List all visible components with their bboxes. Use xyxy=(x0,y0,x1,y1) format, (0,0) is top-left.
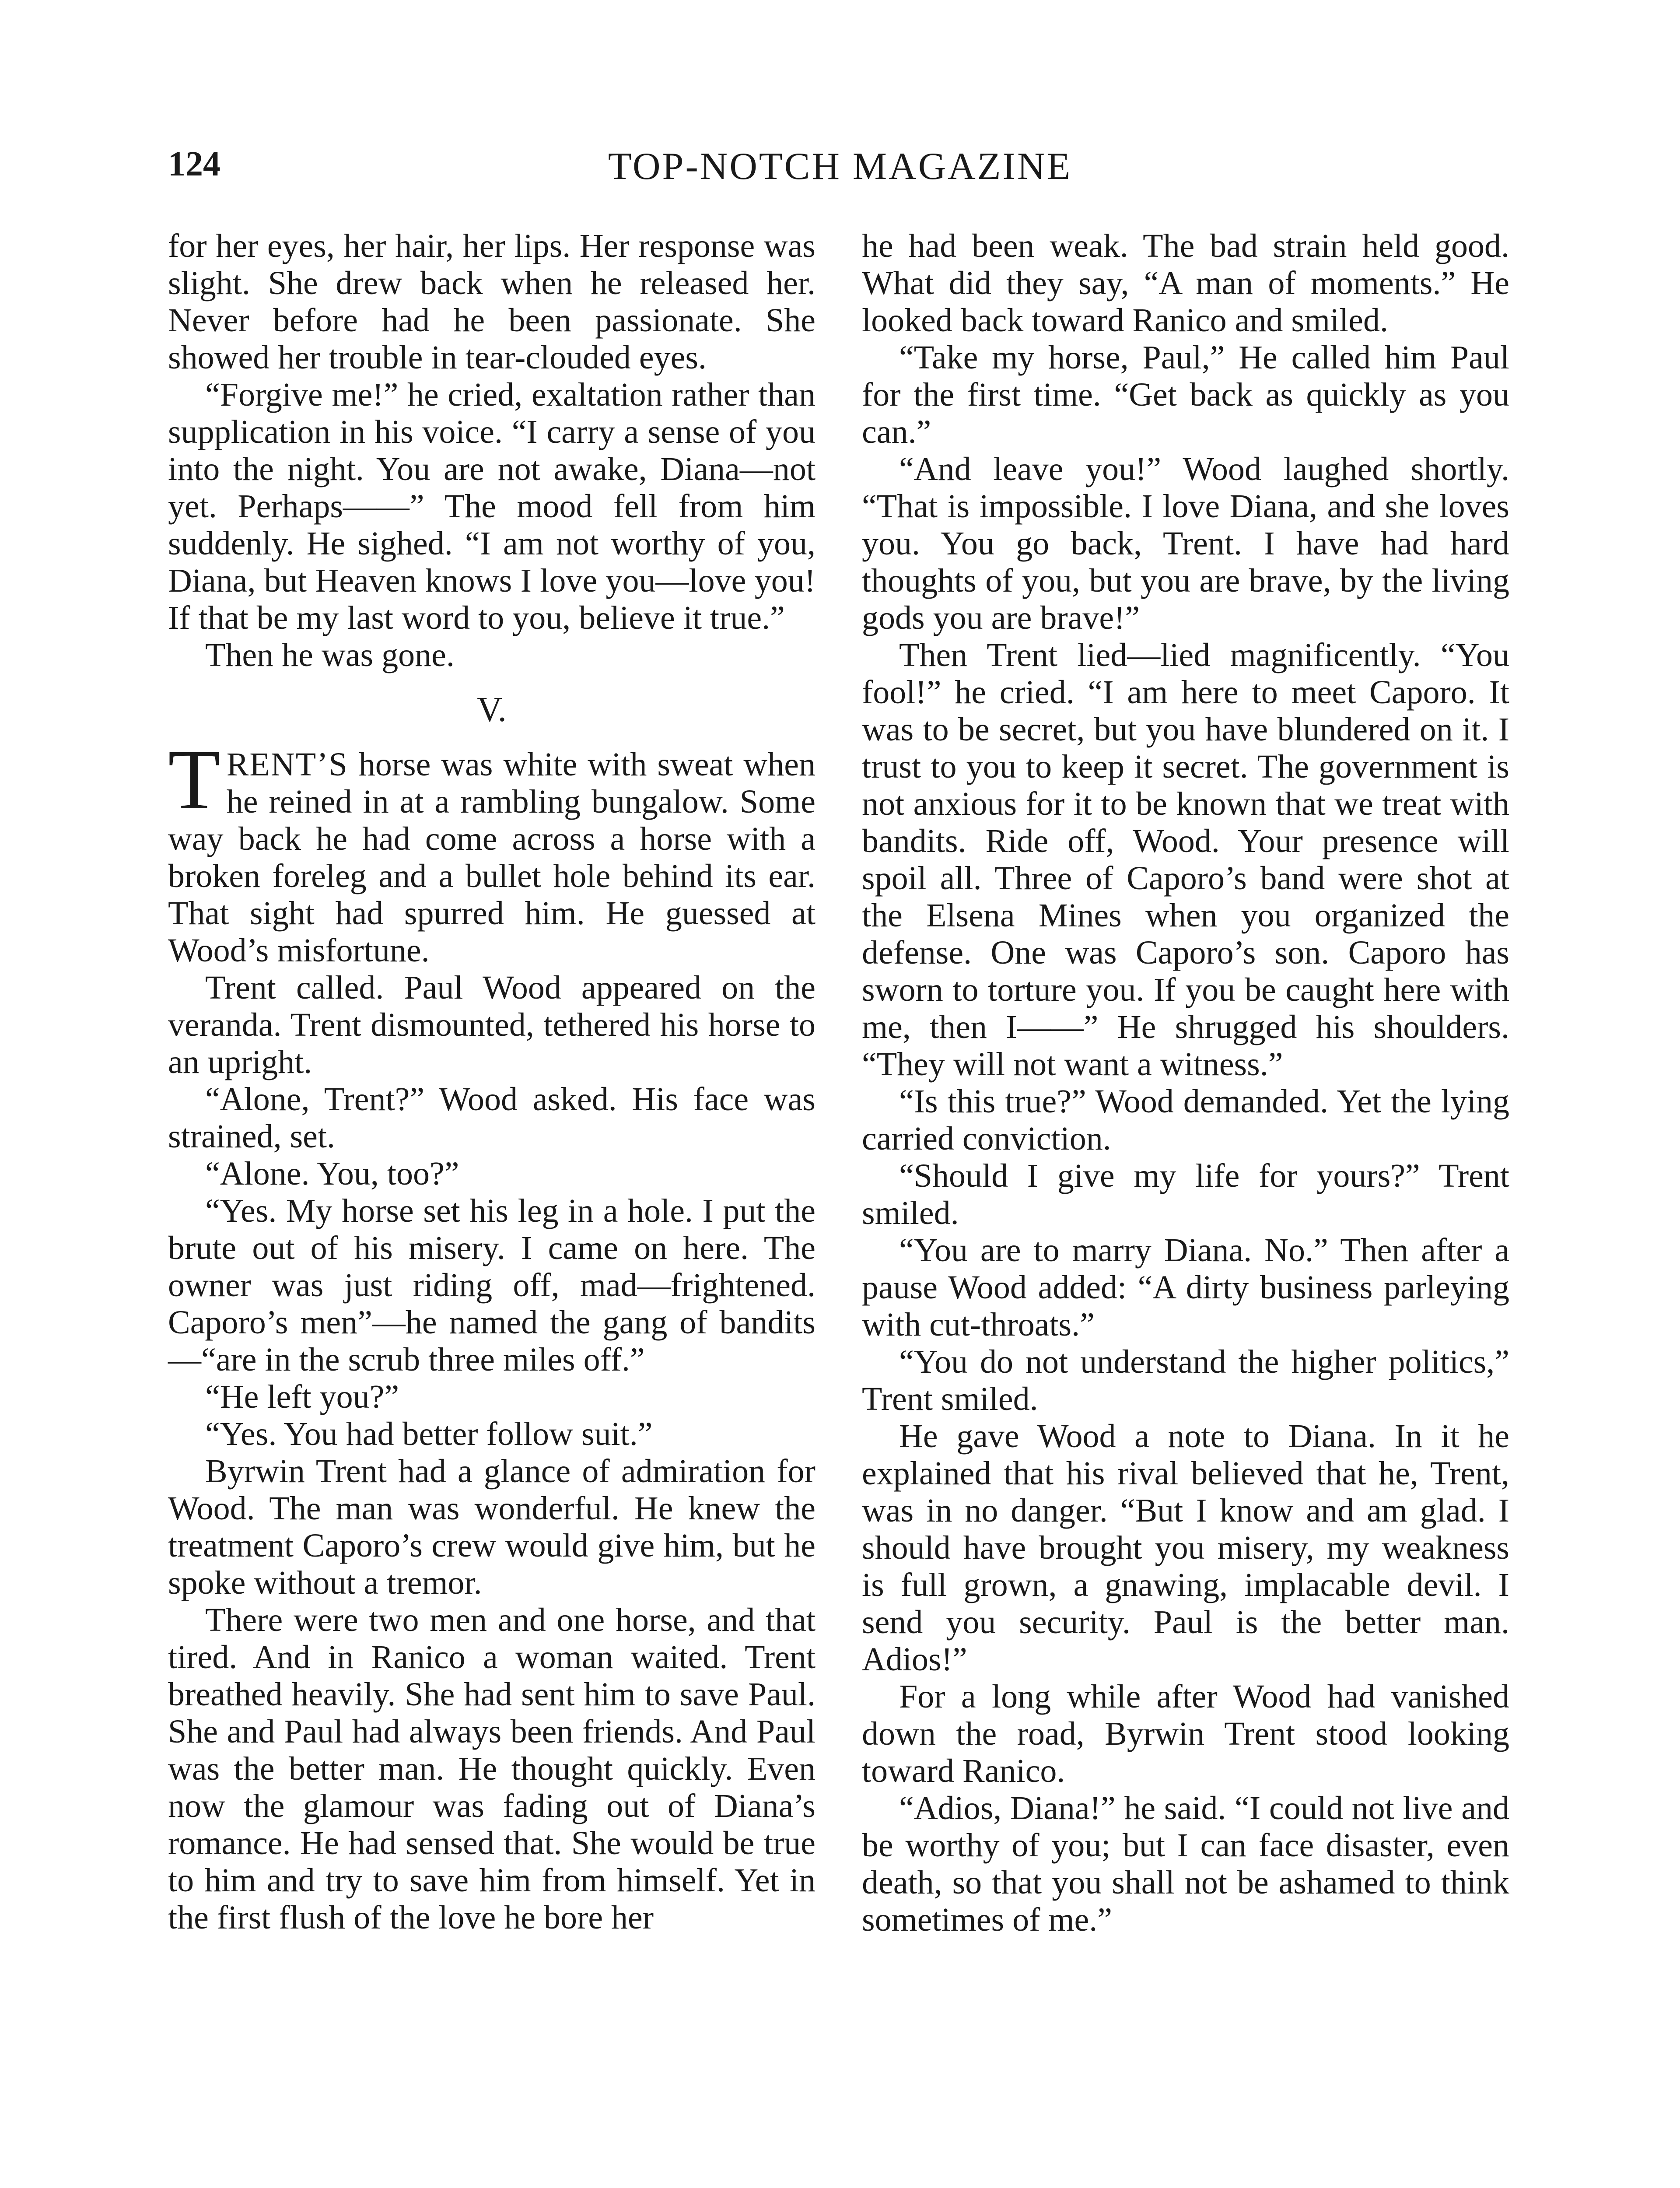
paragraph: Byrwin Trent had a glance of admiration for Wood. The man was wonderful. He knew the treatment Caporo’s crew would give him, but he spoke without a tremor. xyxy=(168,1453,816,1601)
paragraph: “He left you?” xyxy=(205,1378,399,1415)
paragraph: “Alone, Trent?” Wood asked. His face was strained, set. xyxy=(168,1081,816,1155)
paragraph: “Adios, Diana!” he said. “I could not live and be worthy of you; but I can face disaster, even death, so that you shall not be ashamed to think sometimes of me.” xyxy=(862,1790,1509,1938)
opening-word: RENT’S xyxy=(226,746,348,783)
paragraph: For a long while after Wood had vanished down the road, Byrwin Trent stood looking toward Ranico. xyxy=(862,1678,1509,1789)
chapter-opening-paragraph xyxy=(168,732,816,969)
paragraph: he had been weak. The bad strain held good. What did they say, “A man of moments.” He looked back toward Ranico and smiled. xyxy=(862,228,1509,339)
drop-cap: T xyxy=(168,732,220,827)
paragraph: “Is this true?” Wood demanded. Yet the lying carried conviction. xyxy=(862,1083,1509,1157)
paragraph: “Alone. You, too?” xyxy=(205,1155,459,1192)
left-column xyxy=(168,228,816,1936)
magazine-title: TOP-NOTCH MAGAZINE xyxy=(608,145,1072,188)
paragraph: “Forgive me!” he cried, exaltation rather than supplication in his voice. “I carry a sense of you into the night. You are not awake, Diana—not yet. Perhaps——” The mood fell from him suddenly. He sighed. “I am not worthy of you, Diana, but Heaven knows I love you—love you! If that be my last word to you, believe it true.” xyxy=(168,376,816,636)
paragraph: “Yes. You had better follow suit.” xyxy=(205,1416,653,1452)
paragraph: Then he was gone. xyxy=(205,637,455,673)
paragraph: for her eyes, her hair, her lips. Her response was slight. She drew back when he released her. Never before had he been passionate. She showed her trouble in tear-clouded eyes. xyxy=(168,228,816,376)
paragraph: Then Trent lied—lied magnificently. “You fool!” he cried. “I am here to meet Caporo. It was to be secret, but you have blundered on it. I trust to you to keep it secret. The government is not anxious for it to be known that we treat with bandits. Ride off, Wood. Your presence will spoil all. Three of Caporo’s band were shot at the Elsena Mines when you organized the defense. One was Caporo’s son. Caporo has sworn to torture you. If you be caught here with me, then I——” He shrugged his shoulders. “They will not want a witness.” xyxy=(862,637,1509,1083)
paragraph: “Yes. My horse set his leg in a hole. I put the brute out of his misery. I came on here. The owner was just riding off, mad—frightened. Caporo’s men”—he named the gang of bandits—“are in the scrub three miles off.” xyxy=(168,1192,816,1378)
paragraph: “You are to marry Diana. No.” Then after a pause Wood added: “A dirty business parleying with cut-throats.” xyxy=(862,1232,1509,1343)
opening-text: horse was white with sweat when he reined in at a rambling bungalow. Some way back he had come across a horse with a broken foreleg and a bullet hole behind its ear. That sight had spurred him. He guessed at Wood’s misfortune. xyxy=(168,746,816,969)
paragraph: “And leave you!” Wood laughed shortly. “That is impossible. I love Diana, and she loves you. You go back, Trent. I have had hard thoughts of you, but you are brave, by the living gods you are brave!” xyxy=(862,451,1509,636)
section-number: V. xyxy=(477,691,507,729)
paragraph: “Should I give my life for yours?” Trent smiled. xyxy=(862,1157,1509,1231)
paragraph: “You do not understand the higher politics,” Trent smiled. xyxy=(862,1343,1509,1417)
page-number: 124 xyxy=(168,145,220,183)
paragraph: He gave Wood a note to Diana. In it he explained that his rival believed that he, Trent, was in no danger. “But I know and am glad. I should have brought you misery, my weakness is full grown, a gnawing, implacable devil. I send you security. Paul is the better man. Adios!” xyxy=(862,1418,1509,1678)
paragraph: There were two men and one horse, and that tired. And in Ranico a woman waited. Trent breathed heavily. She had sent him to save Paul. She and Paul had always been friends. And Paul was the better man. He thought quickly. Even now the glamour was fading out of Diana’s romance. He had sensed that. She would be true to him and try to save him from himself. Yet in the first flush of the love he bore her xyxy=(168,1602,816,1936)
page-header xyxy=(168,144,1512,206)
paragraph: Trent called. Paul Wood appeared on the veranda. Trent dismounted, tethered his horse to an upright. xyxy=(168,969,816,1080)
right-column xyxy=(862,228,1509,1939)
paragraph: “Take my horse, Paul,” He called him Paul for the first time. “Get back as quickly as you can.” xyxy=(862,339,1509,450)
